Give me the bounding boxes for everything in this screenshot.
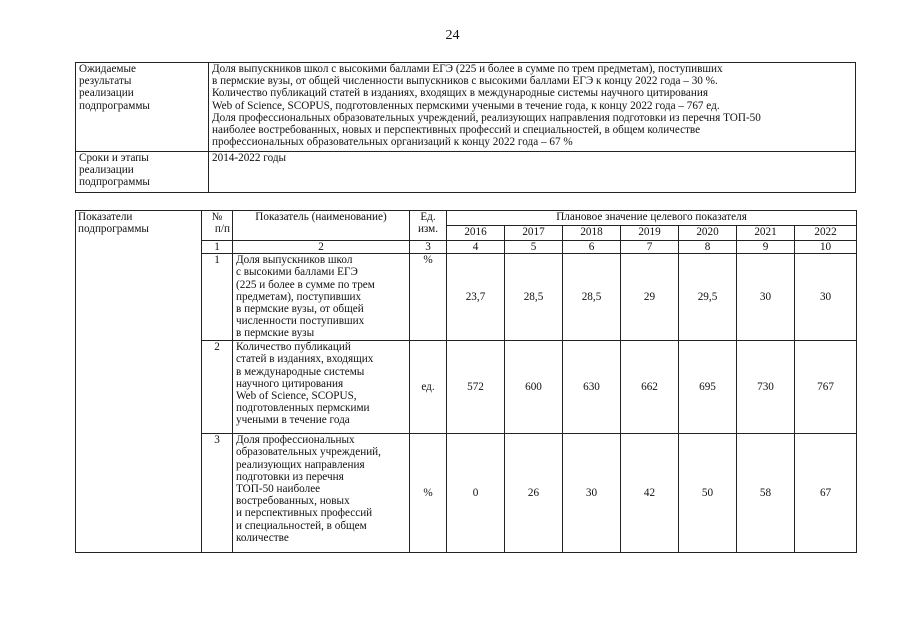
header-row [76, 211, 857, 226]
column-number: 5 [505, 241, 563, 254]
name-line: (225 и более в сумме по трем [236, 278, 375, 291]
label-line: подпрограммы [78, 223, 149, 236]
text-line: профессиональных образовательных организаций к концу 2022 года – 67 % [212, 136, 573, 149]
name-line: востребованных, новых [236, 495, 350, 508]
value-cell: 30 [795, 254, 857, 341]
year-header: 2021 [737, 226, 795, 241]
expected-results-text [209, 63, 856, 152]
indicator-unit: ед. [410, 341, 447, 434]
value-cell: 0 [447, 434, 505, 553]
value-cell: 29 [621, 254, 679, 341]
name-line: Количество публикаций [236, 341, 351, 354]
row-num: 1 [202, 254, 233, 341]
label-line: Ожидаемые [79, 63, 136, 75]
label-line: подпрограммы [79, 99, 150, 112]
name-line: подготовленных пермскими [236, 402, 370, 415]
row-num: 2 [202, 341, 233, 434]
header-planned: Плановое значение целевого показателя [447, 211, 857, 226]
name-line: научного цитирования [236, 377, 344, 390]
label-line: Показатели [78, 211, 133, 223]
label-line: Сроки и этапы [79, 152, 149, 164]
year-header: 2022 [795, 226, 857, 241]
name-line: количестве [236, 531, 289, 544]
year-header: 2018 [563, 226, 621, 241]
value-cell: 730 [737, 341, 795, 434]
value-cell: 572 [447, 341, 505, 434]
value-cell: 630 [563, 341, 621, 434]
value-cell: 600 [505, 341, 563, 434]
timeline-text: 2014-2022 годы [209, 152, 856, 193]
name-line: в пермские вузы, от общей [236, 303, 364, 316]
value-cell: 30 [563, 434, 621, 553]
column-number: 6 [563, 241, 621, 254]
label-line: подпрограммы [79, 176, 150, 189]
value-cell: 28,5 [505, 254, 563, 341]
indicator-unit: % [410, 434, 447, 553]
header-unit-line: изм. [417, 223, 439, 236]
column-number: 4 [447, 241, 505, 254]
name-line: и перспективных профессий [236, 507, 373, 520]
value-cell: 29,5 [679, 254, 737, 341]
header-name: Показатель (наименование) [233, 211, 410, 241]
name-line: образовательных учреждений, [236, 446, 381, 459]
name-line: в пермские вузы [236, 327, 315, 340]
header-num-line: № [211, 211, 223, 223]
name-line: с высокими баллами ЕГЭ [236, 266, 358, 279]
label-line: результаты [79, 75, 132, 88]
value-cell: 26 [505, 434, 563, 553]
value-cell: 695 [679, 341, 737, 434]
name-line: и специальностей, в общем [236, 519, 367, 532]
indicators-section-label [76, 211, 202, 553]
column-number: 2 [233, 241, 410, 254]
expected-results-label [76, 63, 209, 152]
name-line: Web of Science, SCOPUS, [236, 390, 357, 403]
column-number: 1 [202, 241, 233, 254]
column-number: 10 [795, 241, 857, 254]
name-line: численности поступивших [236, 315, 365, 328]
name-line: Доля профессиональных [236, 434, 355, 447]
name-line: подготовки из перечня [236, 470, 344, 483]
row-num: 3 [202, 434, 233, 553]
label-line: реализации [79, 87, 134, 100]
column-number: 7 [621, 241, 679, 254]
name-line: ТОП-50 наиболее [236, 483, 321, 496]
indicator-name [233, 434, 410, 553]
text-line: наиболее востребованных, новых и перспективных профессий и специальностей, в общем количестве [212, 124, 701, 137]
text-line: Количество публикаций статей в изданиях, входящих в международные системы научного цитирования [212, 87, 708, 100]
indicator-name [233, 341, 410, 434]
text-line: Доля выпускников школ с высокими баллами ЕГЭ (225 и более в сумме по трем предметам), поступивших [212, 63, 723, 75]
column-number: 3 [410, 241, 447, 254]
value-cell: 58 [737, 434, 795, 553]
header-num [202, 211, 233, 241]
label-line: реализации [79, 164, 134, 177]
value-cell: 67 [795, 434, 857, 553]
value-cell: 50 [679, 434, 737, 553]
name-line: статей в изданиях, входящих [236, 353, 374, 366]
page-number: 24 [445, 28, 460, 43]
year-header: 2019 [621, 226, 679, 241]
header-unit-line: Ед. [420, 211, 436, 223]
text-line: Доля профессиональных образовательных учреждений, реализующих направления подготовки из перечня ТОП-50 [212, 111, 761, 124]
year-header: 2016 [447, 226, 505, 241]
indicator-name [233, 254, 410, 341]
value-cell: 767 [795, 341, 857, 434]
value-cell: 23,7 [447, 254, 505, 341]
year-header: 2020 [679, 226, 737, 241]
subprogram-summary-table [75, 62, 856, 193]
year-header: 2017 [505, 226, 563, 241]
value-cell: 42 [621, 434, 679, 553]
timeline-row [76, 152, 856, 193]
name-line: Доля выпускников школ [236, 254, 353, 267]
value-cell: 28,5 [563, 254, 621, 341]
header-unit [410, 211, 447, 241]
expected-results-row [76, 63, 856, 152]
value-cell: 662 [621, 341, 679, 434]
name-line: в международные системы [236, 365, 365, 378]
text-line: Web of Science, SCOPUS, подготовленных пермскими учеными в течение года, к концу 2022 года – 767 ед. [212, 99, 720, 112]
header-num-line: п/п [214, 223, 230, 236]
name-line: реализующих направления [236, 458, 365, 471]
name-line: предметам), поступивших [236, 290, 362, 303]
value-cell: 30 [737, 254, 795, 341]
indicators-table [75, 210, 857, 553]
column-number: 9 [737, 241, 795, 254]
column-number: 8 [679, 241, 737, 254]
name-line: учеными в течение года [236, 414, 350, 427]
indicator-unit: % [410, 254, 447, 341]
timeline-label [76, 152, 209, 193]
text-line: в пермские вузы, от общей численности выпускников с высокими баллами ЕГЭ к концу 2022 года – 30 %. [212, 75, 718, 88]
